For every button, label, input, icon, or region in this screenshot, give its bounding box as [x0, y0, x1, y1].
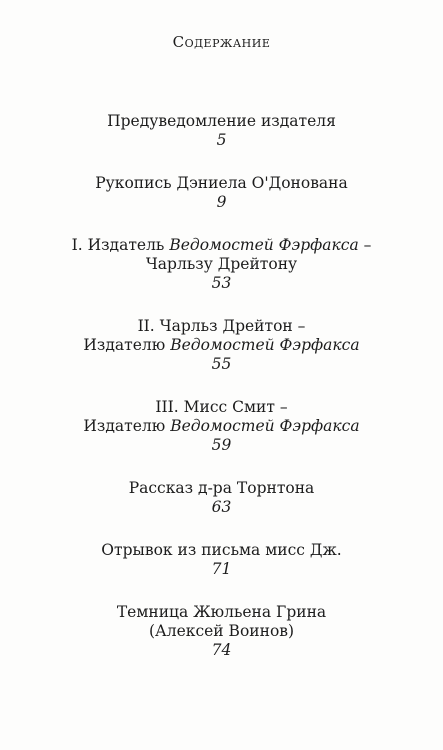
toc-entry-page-number: 71	[211, 560, 232, 578]
toc-heading: Содержание	[172, 33, 271, 51]
toc-entry-title-line	[40, 236, 403, 255]
toc-entry-title-line	[40, 417, 403, 436]
toc-entry-title-text: II. Чарльз Дрейтон –	[137, 317, 306, 335]
toc-entry-page-number: 63	[211, 498, 232, 516]
toc-entry-title-text: Издателю	[83, 336, 171, 354]
toc-entry-page-number: 59	[211, 436, 232, 454]
toc-entry-title-line	[40, 174, 403, 193]
toc-entry-title-text: –	[358, 236, 372, 254]
toc-entry	[40, 398, 403, 455]
toc-entry-page-number: 74	[211, 641, 232, 659]
toc-entry-title-text: I. Издатель	[71, 236, 170, 254]
toc-entry-page-number: 53	[211, 274, 232, 292]
toc-entry-title-line	[40, 112, 403, 131]
toc-entry	[40, 317, 403, 374]
toc-entry-title-line	[40, 603, 403, 622]
toc-entry	[40, 541, 403, 579]
toc-entry-title-text: Темница Жюльена Грина	[116, 603, 327, 621]
toc-entry-title-line	[40, 479, 403, 498]
toc-entry-title-text: Рукопись Дэниела О'Донована	[95, 174, 348, 192]
toc-entry	[40, 174, 403, 212]
toc-entry-title-line	[40, 541, 403, 560]
toc-entry-title-line	[40, 336, 403, 355]
toc-entry-title-text: Рассказ д-ра Торнтона	[128, 479, 315, 497]
toc-entry-page-number: 5	[216, 131, 227, 149]
toc-entry-title-line	[40, 622, 403, 641]
table-of-contents	[40, 112, 403, 684]
toc-entry-title-text: Предуведомление издателя	[107, 112, 336, 130]
toc-entry-title-italic: Ведомостей Фэрфакса	[169, 236, 359, 254]
toc-entry-page-number: 9	[216, 193, 227, 211]
toc-entry	[40, 603, 403, 660]
toc-entry-title-italic: Ведомостей Фэрфакса	[170, 417, 360, 435]
toc-entry-title-line	[40, 398, 403, 417]
toc-entry-title-text: Издателю	[83, 417, 171, 435]
toc-entry	[40, 112, 403, 150]
toc-entry-title-line	[40, 317, 403, 336]
toc-entry-title-line	[40, 255, 403, 274]
toc-entry-title-italic: Ведомостей Фэрфакса	[170, 336, 360, 354]
toc-entry-title-text: III. Мисс Смит –	[155, 398, 288, 416]
toc-entry-title-text: (Алексей Воинов)	[148, 622, 295, 640]
toc-entry	[40, 479, 403, 517]
toc-entry-title-text: Чарльзу Дрейтону	[145, 255, 298, 273]
toc-entry-page-number: 55	[211, 355, 232, 373]
toc-entry-title-text: Отрывок из письма мисс Дж.	[101, 541, 342, 559]
toc-entry	[40, 236, 403, 293]
